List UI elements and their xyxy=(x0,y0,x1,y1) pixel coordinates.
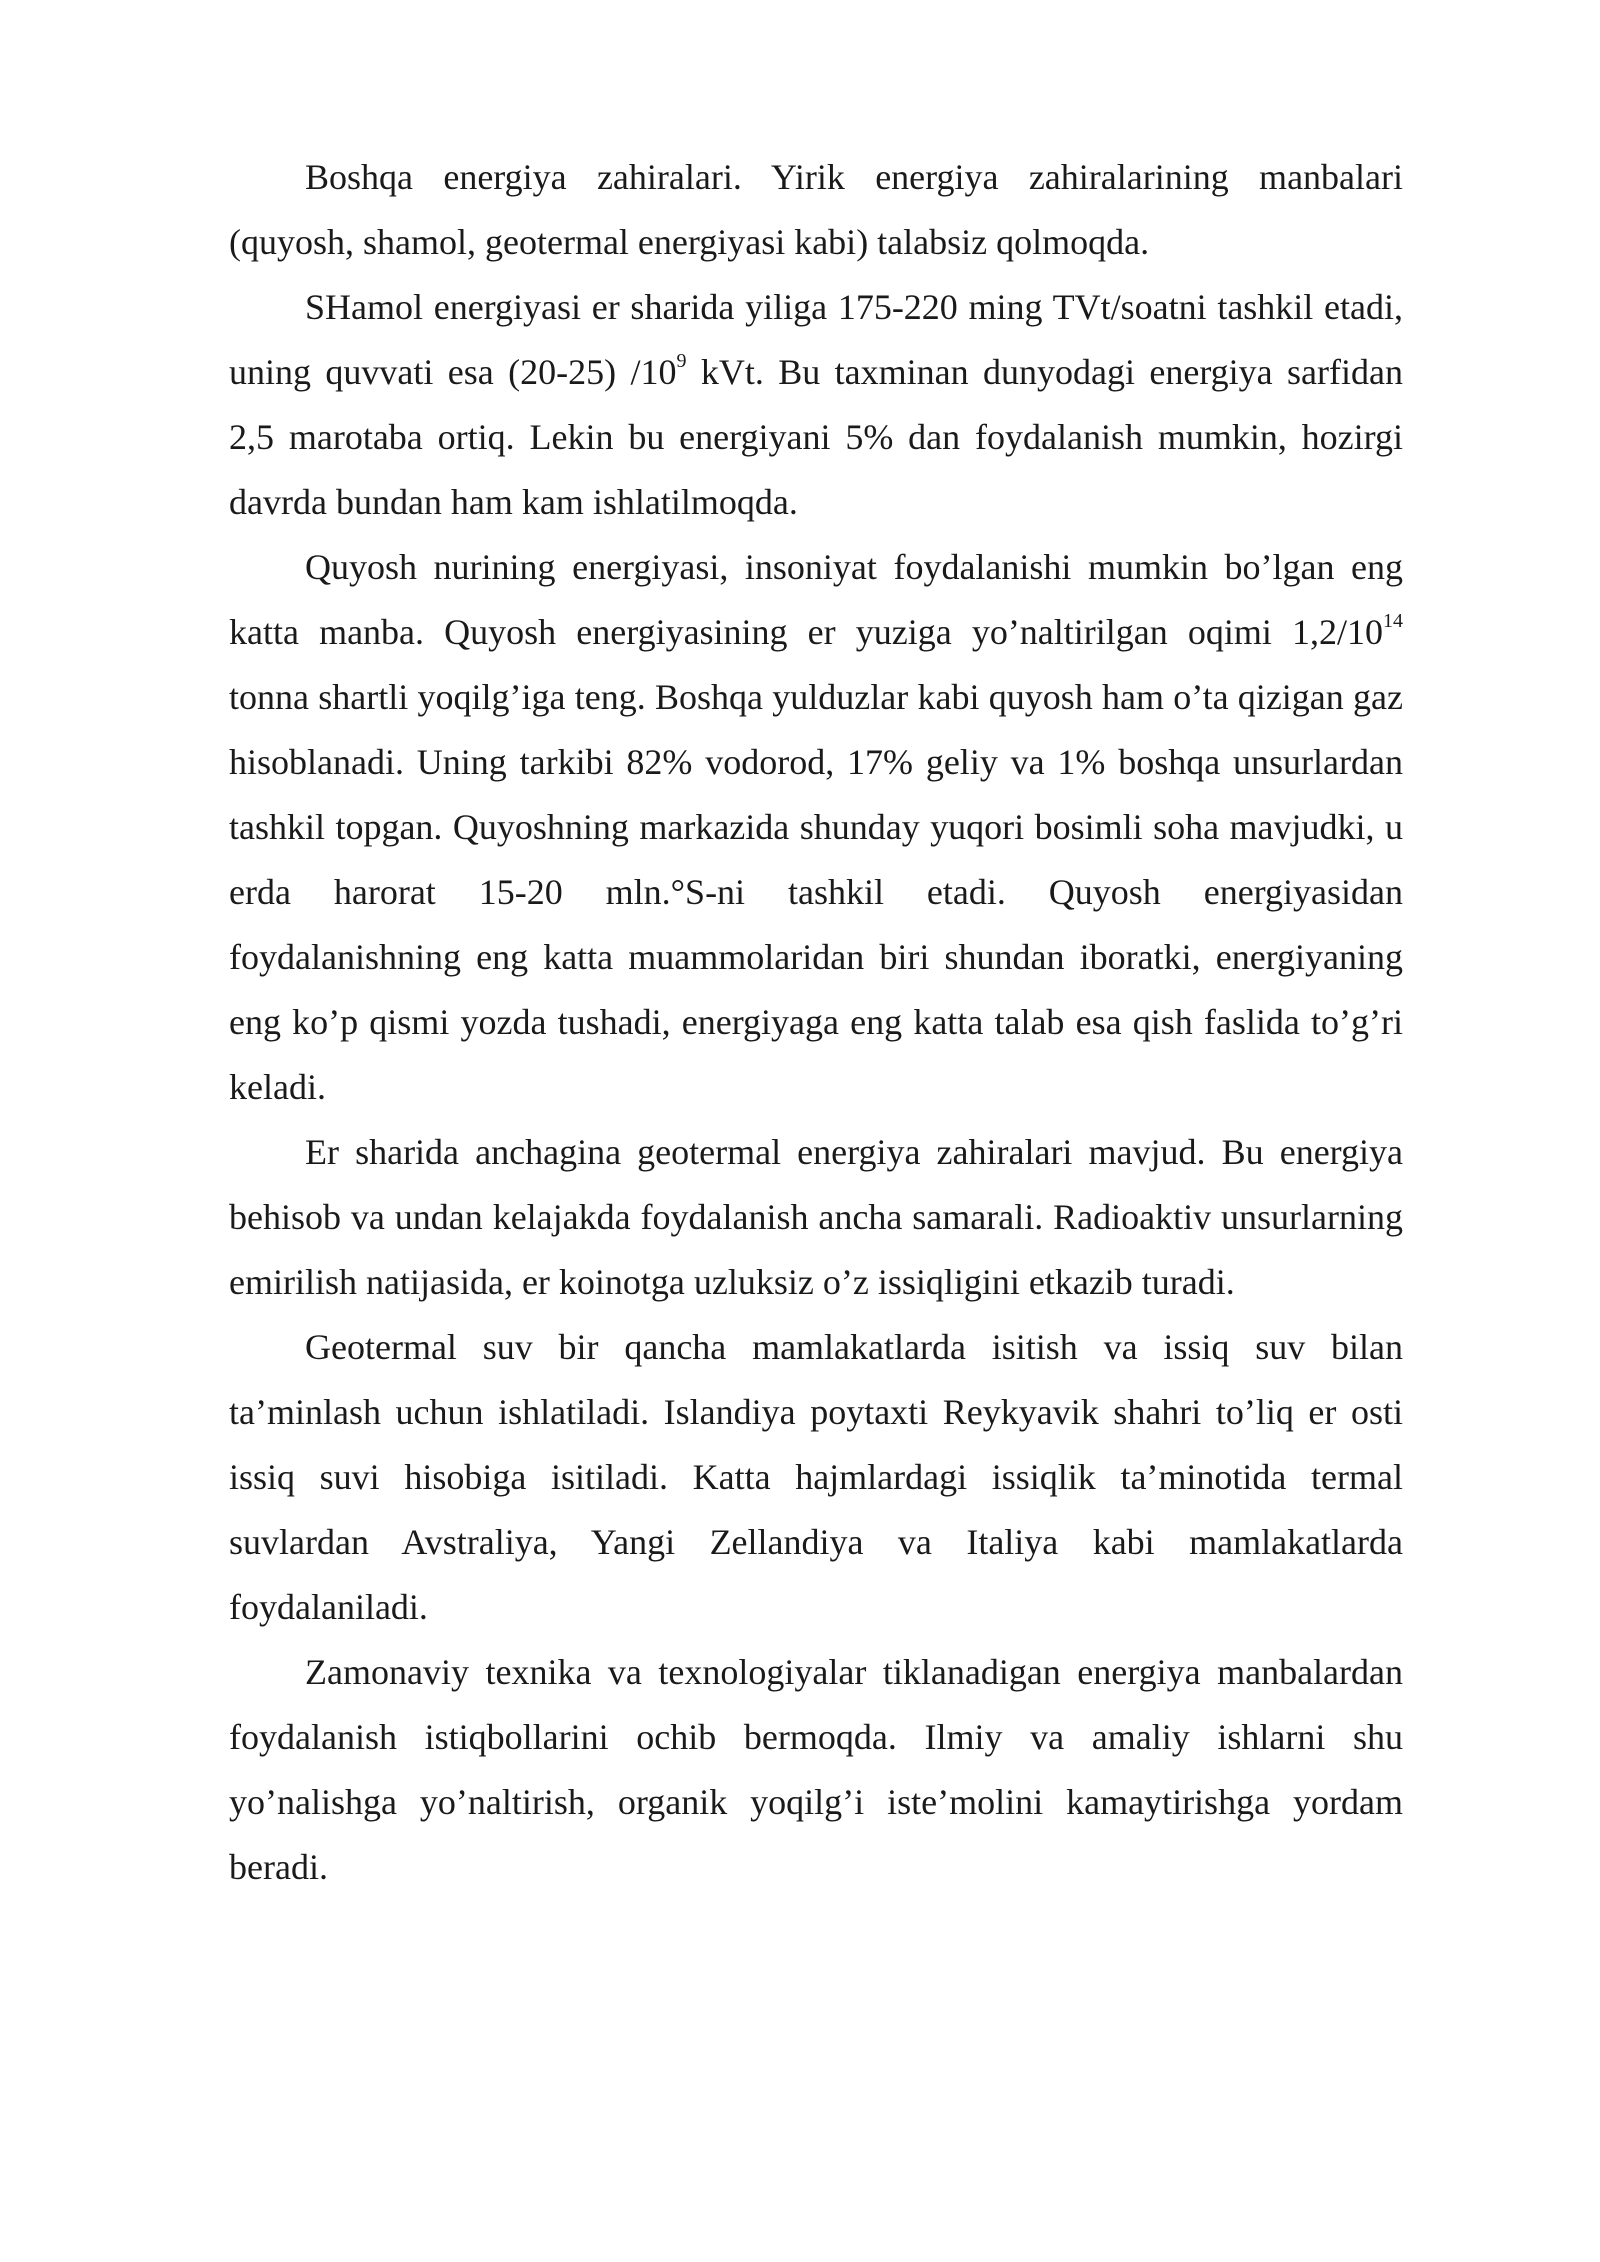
paragraph-text: Zamonaviy texnika va texnologiyalar tiklanadigan energiya manbalardan foydalanish istiqbollarini ochib bermoqda. Ilmiy va amaliy ishlarni shu yo’nalishga yo’naltirish, organik yoqilg’i iste’molini kamaytirishga yordam beradi. xyxy=(229,1652,1403,1887)
paragraph-text: Geotermal suv bir qancha mamlakatlarda isitish va issiq suv bilan ta’minlash uchun ishlatiladi. Islandiya poytaxti Reykyavik shahri to’liq er osti issiq suvi hisobiga isitiladi. Katta hajmlardagi issiqlik ta’minotida termal suvlardan Avstraliya, Yangi Zellandiya va Italiya kabi mamlakatlarda foydalaniladi. xyxy=(229,1327,1403,1627)
paragraph-text: Boshqa energiya zahiralari. Yirik energiya zahiralarining manbalari (quyosh, shamol, geotermal energiyasi kabi) talabsiz qolmoqda. xyxy=(229,157,1403,262)
paragraph-other-energy-reserves xyxy=(229,145,1403,275)
paragraph-text: Er sharida anchagina geotermal energiya zahiralari mavjud. Bu energiya behisob va undan kelajakda foydalanish ancha samarali. Radioaktiv unsurlarning emirilish natijasida, er koinotga uzluksiz o’z issiqligini etkazib turadi. xyxy=(229,1132,1403,1302)
paragraph-text-part1: Quyosh nurining energiyasi, insoniyat foydalanishi mumkin bo’lgan eng katta manba. Quyosh energiyasining er yuziga yo’naltirilgan oqimi 1,2/10 xyxy=(229,547,1403,652)
exponent: 14 xyxy=(1383,610,1403,632)
paragraph-text-part2: tonna shartli yoqilg’iga teng. Boshqa yulduzlar kabi quyosh ham o’ta qizigan gaz hisoblanadi. Uning tarkibi 82% vodorod, 17% geliy va 1% boshqa unsurlardan tashkil topgan. Quyoshning markazida shunday yuqori bosimli soha mavjudki, u erda harorat 15-20 mln.°S-ni tashkil etadi. Quyosh energiyasidan foydalanishning eng katta muammolaridan biri shundan iboratki, energiyaning eng ko’p qismi yozda tushadi, energiyaga eng katta talab esa qish faslida to’g’ri keladi. xyxy=(229,677,1403,1107)
paragraph-geothermal-water xyxy=(229,1315,1403,1640)
paragraph-wind-energy xyxy=(229,275,1403,535)
paragraph-solar-energy xyxy=(229,535,1403,1120)
document-body xyxy=(229,145,1403,1900)
paragraph-text-part2: kVt. Bu taxminan dunyodagi energiya sarfidan 2,5 marotaba ortiq. Lekin bu energiyani 5% dan foydalanish mumkin, hozirgi davrda bundan ham kam ishlatilmoqda. xyxy=(229,352,1403,522)
paragraph-text-part1: SHamol energiyasi er sharida yiliga 175-220 ming TVt/soatni tashkil etadi, uning quvvati esa (20-25) /10 xyxy=(229,287,1403,392)
paragraph-geothermal-reserves xyxy=(229,1120,1403,1315)
paragraph-modern-technology xyxy=(229,1640,1403,1900)
exponent: 9 xyxy=(676,350,687,372)
